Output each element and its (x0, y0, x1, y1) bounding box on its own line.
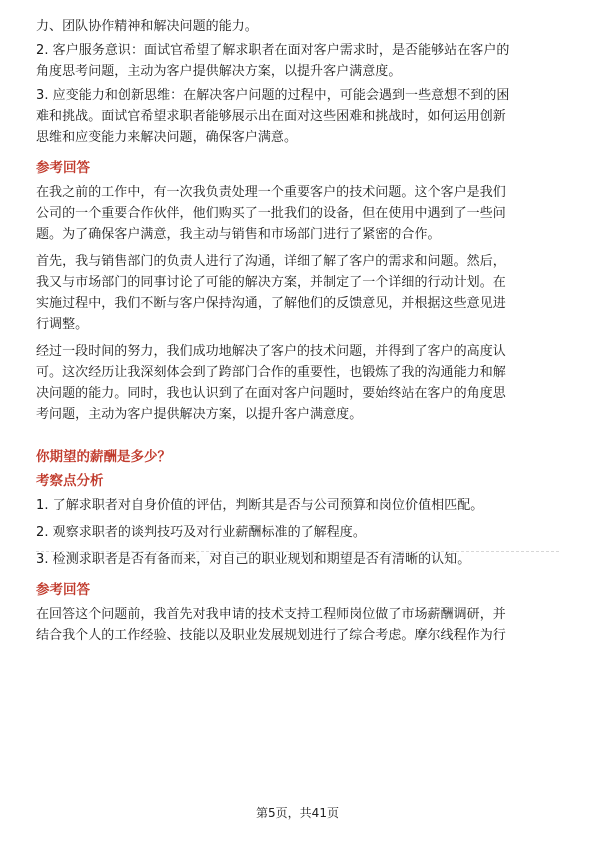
text-line: 结合我个人的工作经验、技能以及职业发展规划进行了综合考虑。摩尔线程作为行 (36, 628, 506, 643)
text-line: 我又与市场部门的同事讨论了可能的解决方案，并制定了一个详细的行动计划。在 (36, 275, 506, 290)
top-section (36, 16, 561, 148)
text-line: 实施过程中，我们不断与客户保持沟通，了解他们的反馈意见，并根据这些意见进 (36, 296, 506, 311)
text-line: 首先，我与销售部门的负责人进行了沟通，详细了解了客户的需求和问题。然后， (36, 254, 506, 269)
text-line: 3. 应变能力和创新思维：在解决客户问题的过程中，可能会遇到一些意想不到的困 (36, 88, 510, 103)
analysis-point: 1. 了解求职者对自身价值的评估，判断其是否与公司预算和岗位价值相匹配。 (36, 498, 484, 513)
text-line: 力、团队协作精神和解决问题的能力。 (36, 19, 258, 34)
page-number: 第5页，共41页 (256, 806, 339, 820)
text-line: 公司的一个重要合作伙伴，他们购买了一批我们的设备，但在使用中遇到了一些问 (36, 206, 506, 221)
analysis-heading: 考察点分析 (36, 473, 104, 489)
text-line: 难和挑战。面试官希望求职者能够展示出在面对这些困难和挑战时，如何运用创新 (36, 109, 506, 124)
question-section-2 (36, 447, 561, 646)
answer-section-1 (36, 158, 561, 425)
text-line: 行调整。 (36, 317, 89, 332)
text-line: 决问题的能力。同时，我也认识到了在面对客户问题时，要始终站在客户的角度思 (36, 386, 506, 401)
answer-paragraph (36, 182, 561, 245)
text-line: 2. 客户服务意识：面试官希望了解求职者在面对客户需求时，是否能够站在客户的 (36, 43, 510, 58)
analysis-point: 3. 检测求职者是否有备而来，对自己的职业规划和期望是否有清晰的认知。 (36, 552, 471, 567)
text-line: 在我之前的工作中，有一次我负责处理一个重要客户的技术问题。这个客户是我们 (36, 185, 506, 200)
answer-paragraph (36, 341, 561, 425)
text-line: 角度思考问题，主动为客户提供解决方案，以提升客户满意度。 (36, 64, 402, 79)
reference-answer-heading: 参考回答 (36, 160, 90, 176)
text-line: 可。这次经历让我深刻体会到了跨部门合作的重要性，也锻炼了我的沟通能力和解 (36, 365, 506, 380)
text-line: 在回答这个问题前，我首先对我申请的技术支持工程师岗位做了市场薪酬调研，并 (36, 607, 506, 622)
text-line: 思维和应变能力来解决问题，确保客户满意。 (36, 130, 298, 145)
analysis-point: 2. 观察求职者的谈判技巧及对行业薪酬标准的了解程度。 (36, 525, 366, 540)
section-divider (36, 551, 559, 552)
answer-paragraph (36, 251, 561, 335)
reference-answer-heading: 参考回答 (36, 582, 90, 598)
text-line: 题。为了确保客户满意，我主动与销售和市场部门进行了紧密的合作。 (36, 227, 441, 242)
question-title: 你期望的薪酬是多少？ (36, 449, 171, 465)
text-line: 考问题，主动为客户提供解决方案，以提升客户满意度。 (36, 407, 363, 422)
text-line: 经过一段时间的努力，我们成功地解决了客户的技术问题，并得到了客户的高度认 (36, 344, 506, 359)
